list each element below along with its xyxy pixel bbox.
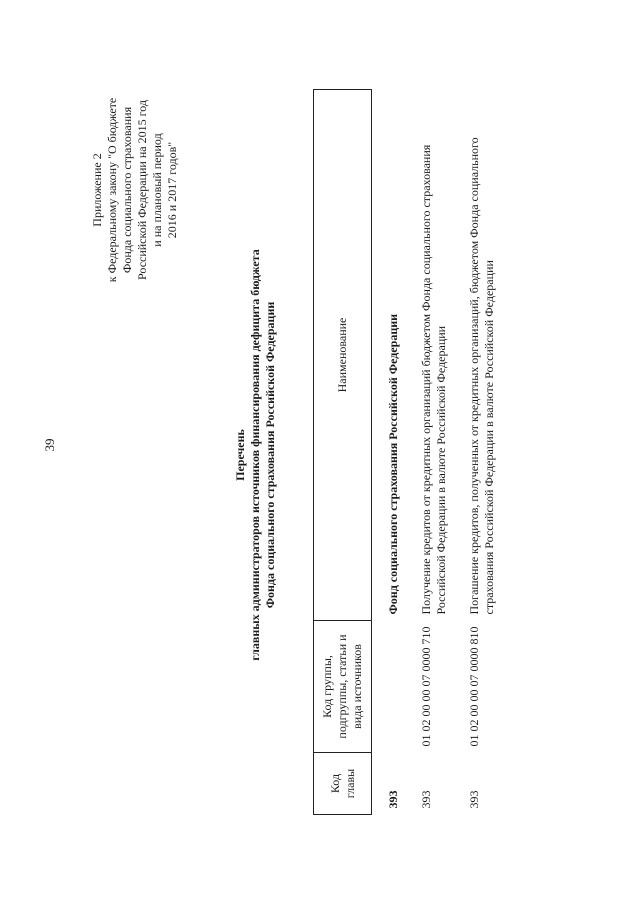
table-row: [453, 90, 501, 815]
appendix-line: 2016 и 2017 годов": [165, 141, 179, 239]
cell-name: Погашение кредитов, полученных от кредитных организаций, бюджетом Фонда социального страхования Российской Федерации в валюте Российской Федерации: [467, 137, 496, 615]
appendix-caption: [90, 60, 180, 320]
cell-group: 01 02 00 00 07 0000 710: [419, 626, 433, 747]
appendix-line: Российской Федерации на 2015 год: [135, 100, 149, 280]
title-line-1: Перечень: [233, 429, 247, 481]
cell-group: [372, 621, 406, 753]
cell-name: Получение кредитов от кредитных организаций бюджетом Фонда социального страхования Российской Федерации в валюте Российской Федерации: [419, 144, 448, 615]
appendix-line: Приложение 2: [90, 153, 104, 227]
page-number: 39: [42, 438, 57, 452]
appendix-line: и на плановый период: [150, 133, 164, 247]
appendix-line: Фонда социального страхования: [120, 106, 134, 274]
cell-code: 393: [419, 790, 433, 809]
cell-name: Фонд социального страхования Российской Федерации: [386, 313, 400, 615]
table-header-row: [314, 90, 372, 815]
document-title: [233, 175, 278, 735]
table-row: [372, 90, 406, 815]
administrators-table: [313, 89, 501, 815]
table-row: [405, 90, 453, 815]
cell-group: 01 02 00 00 07 0000 810: [467, 626, 481, 747]
header-name: Наименование: [314, 90, 372, 621]
header-group: Код группы, подгруппы, статьи и вида источников: [314, 621, 372, 753]
appendix-line: к Федеральному закону "О бюджете: [105, 97, 119, 283]
title-line-2: главных администраторов источников финансирования дефицита бюджета: [248, 249, 262, 661]
title-line-3: Фонда социального страхования Российской Федерации: [263, 301, 277, 609]
cell-code: 393: [386, 790, 400, 809]
cell-code: 393: [467, 790, 481, 809]
header-code: Код главы: [314, 753, 372, 815]
